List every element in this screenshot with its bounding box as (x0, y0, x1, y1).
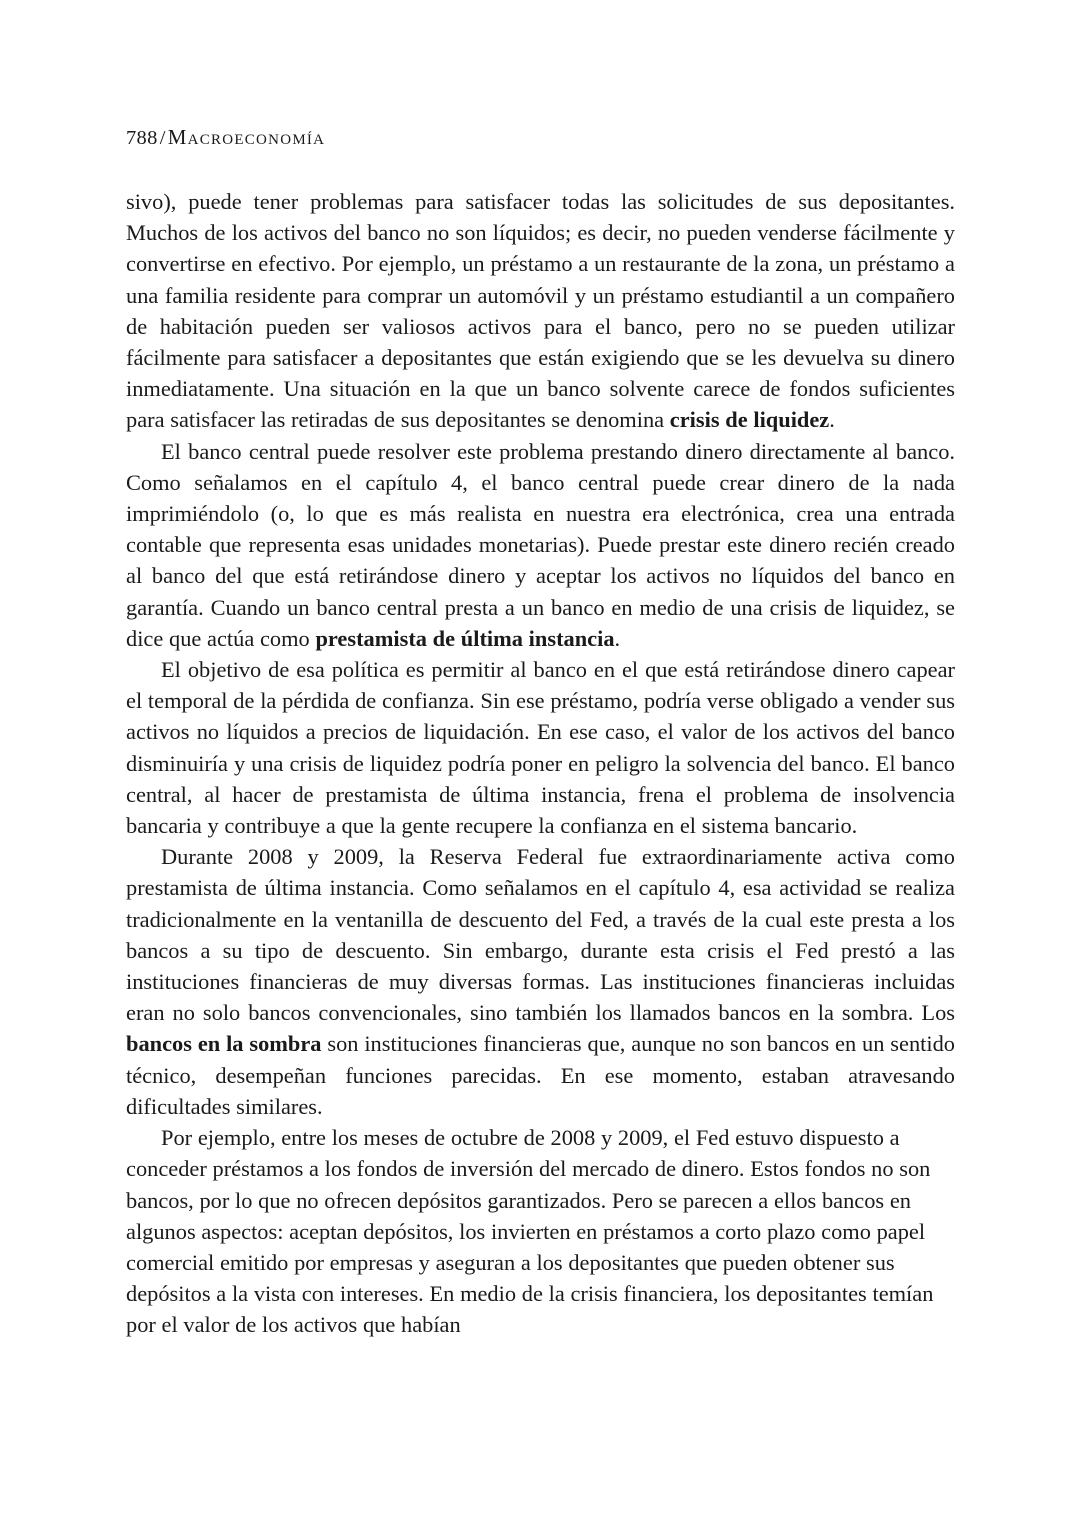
paragraph-p1-continuation (126, 186, 955, 436)
key-term: prestamista de última instancia (315, 625, 615, 651)
body-text-column (126, 186, 955, 1341)
paragraph-text-run: son instituciones financieras que, aunque no son bancos en un sentido técnico, desempeñan funciones parecidas. En ese momento, estaban atravesando dificultades similares. (126, 1031, 955, 1119)
paragraph-text-run: El banco central puede resolver este problema prestando dinero directamente al banco. Como señalamos en el capítulo 4, el banco central puede crear dinero de la nada imprimiéndolo (o, lo que es más realista en nuestra era electrónica, crea una entrada contable que representa esas unidades monetarias). Puede prestar este dinero recién creado al banco del que está retirándose dinero y aceptar los activos no líquidos del banco en garantía. Cuando un banco central presta a un banco en medio de una crisis de liquidez, se dice que actúa como (126, 438, 955, 651)
paragraph-text-run: . (829, 407, 835, 433)
key-term: crisis de liquidez (669, 407, 830, 433)
paragraph-p5-fondos-mercado-dinero (126, 1122, 955, 1340)
paragraph-text-run: Por ejemplo, entre los meses de octubre de 2008 y 2009, el Fed estuvo dispuesto a conceder préstamos a los fondos de inversión del mercado de dinero. Estos fondos no son bancos, por lo que no ofrecen depósitos garantizados. Pero se parecen a ellos bancos en algunos aspectos: aceptan depósitos, los invierten en préstamos a corto plazo como papel comercial emitido por empresas y aseguran a los depositantes que pueden obtener sus depósitos a la vista con intereses. En medio de la crisis financiera, los depositantes temían por el valor de los activos que habían (126, 1125, 934, 1338)
paragraph-p2-banco-central (126, 436, 955, 654)
book-title: Macroeconomía (167, 125, 326, 149)
running-header (126, 124, 955, 151)
key-term: bancos en la sombra (126, 1031, 322, 1057)
paragraph-text-run: sivo), puede tener problemas para satisfacer todas las solicitudes de sus depositantes. Muchos de los activos del banco no son líquidos; es decir, no pueden venderse fácilmente y convertirse en efectivo. Por ejemplo, un préstamo a un restaurante de la zona, un préstamo a una familia residente para comprar un automóvil y un préstamo estudiantil a un compañero de habitación pueden ser valiosos activos para el banco, pero no se pueden utilizar fácilmente para satisfacer a depositantes que están exigiendo que se les devuelva su dinero inmediatamente. Una situación en la que un banco solvente carece de fondos suficientes para satisfacer las retiradas de sus depositantes se denomina (126, 189, 955, 433)
paragraph-p3-objetivo-politica (126, 654, 955, 841)
paragraph-text-run: Durante 2008 y 2009, la Reserva Federal fue extraordinariamente activa como prestamista de última instancia. Como señalamos en el capítulo 4, esa actividad se realiza tradicionalmente en la ventanilla de descuento del Fed, a través de la cual este presta a los bancos a su tipo de descuento. Sin embargo, durante esta crisis el Fed prestó a las instituciones financieras de muy diversas formas. Las instituciones financieras incluidas eran no solo bancos convencionales, sino también los llamados bancos en la sombra. Los (126, 844, 955, 1026)
paragraph-text-run: El objetivo de esa política es permitir al banco en el que está retirándose dinero capear el temporal de la pérdida de confianza. Sin ese préstamo, podría verse obligado a vender sus activos no líquidos a precios de liquidación. En ese caso, el valor de los activos del banco disminuiría y una crisis de liquidez podría poner en peligro la solvencia del banco. El banco central, al hacer de prestamista de última instancia, frena el problema de insolvencia bancaria y contribuye a que la gente recupere la confianza en el sistema bancario. (126, 657, 955, 839)
paragraph-p4-reserva-federal (126, 841, 955, 1122)
paragraph-text-run: . (614, 625, 621, 651)
header-separator: / (159, 127, 166, 149)
page-folio-number: 788 (126, 127, 158, 149)
